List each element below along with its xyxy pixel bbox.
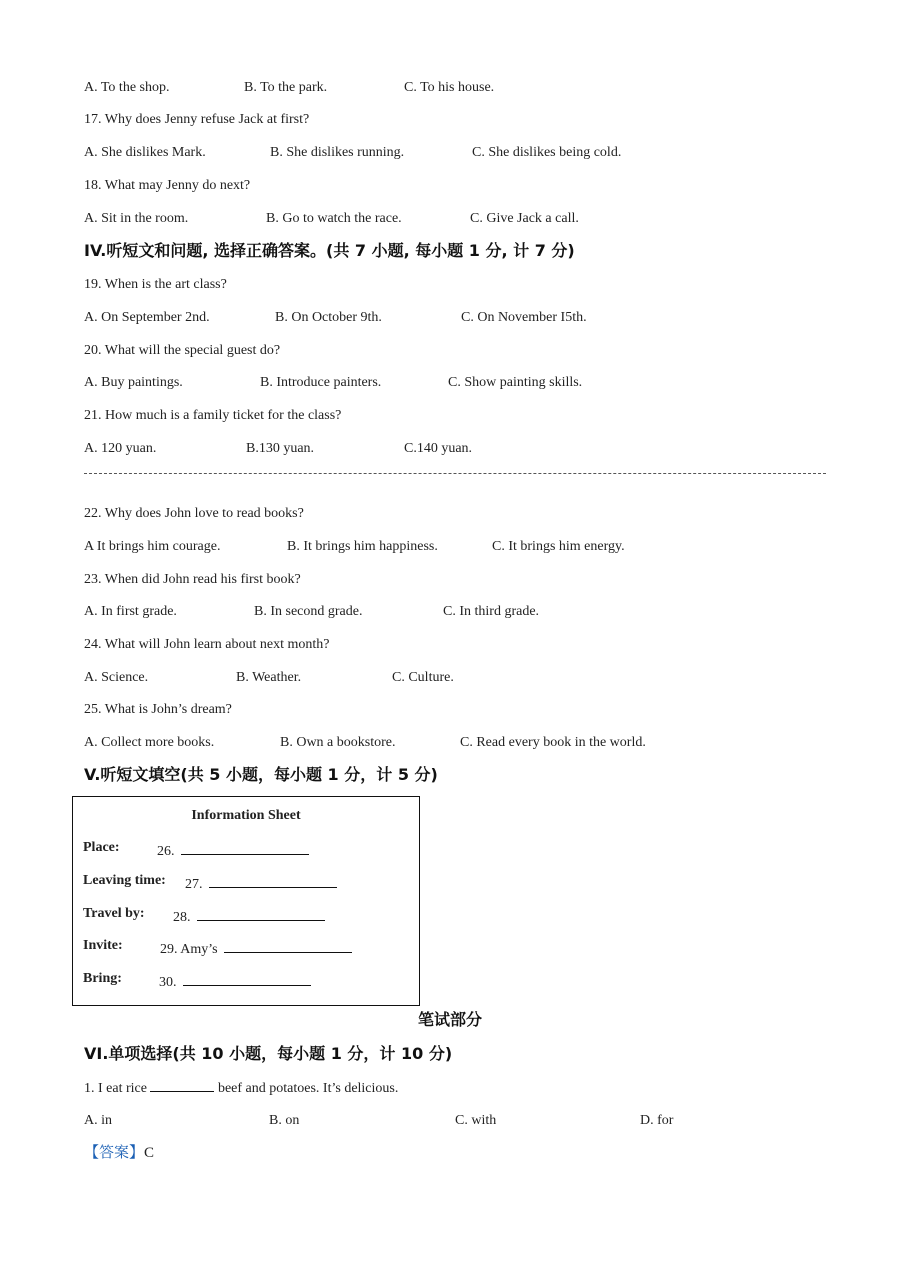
travel-by-label: Travel by: [83, 906, 145, 921]
travel-by-number: 28. [173, 910, 191, 925]
q19-stem: 19. When is the art class? [84, 277, 227, 292]
q18-stem: 18. What may Jenny do next? [84, 178, 251, 193]
q18-option-c: C. Give Jack a call. [470, 211, 579, 226]
answer-label: 【答案】 [84, 1145, 145, 1161]
q25-option-c: C. Read every book in the world. [460, 735, 646, 750]
q23-stem: 23. When did John read his first book? [84, 572, 301, 587]
q22-option-a: A It brings him courage. [84, 539, 221, 554]
section-4-heading: IV.听短文和问题, 选择正确答案。(共 7 小题, 每小题 1 分, 计 7 分) [84, 241, 575, 260]
bring-number: 30. [159, 975, 177, 990]
q22-option-b: B. It brings him happiness. [287, 539, 438, 554]
q21-stem: 21. How much is a family ticket for the class? [84, 408, 342, 423]
bring-label: Bring: [83, 971, 122, 986]
q20-option-a: A. Buy paintings. [84, 375, 183, 390]
answer-value: C [144, 1145, 155, 1161]
invite-item [160, 938, 352, 958]
q20-option-b: B. Introduce painters. [260, 375, 382, 390]
q17-option-a: A. She dislikes Mark. [84, 145, 206, 160]
q25-stem: 25. What is John’s dream? [84, 702, 232, 717]
q1-stem [84, 1079, 398, 1098]
q1-option-d: D. for [640, 1113, 674, 1128]
place-blank[interactable] [181, 840, 309, 855]
place-item [157, 840, 309, 860]
q22-stem: 22. Why does John love to read books? [84, 506, 304, 521]
q1-option-a: A. in [84, 1113, 112, 1128]
place-number: 26. [157, 844, 175, 859]
invite-number: 29. Amy’s [160, 942, 218, 957]
q23-option-a: A. In first grade. [84, 604, 177, 619]
invite-label: Invite: [83, 938, 123, 953]
q1-option-b: B. on [269, 1113, 300, 1128]
q23-option-c: C. In third grade. [443, 604, 540, 619]
q25-option-a: A. Collect more books. [84, 735, 215, 750]
q16-option-a: A. To the shop. [84, 80, 170, 95]
q20-option-c: C. Show painting skills. [448, 375, 583, 390]
place-label: Place: [83, 840, 120, 855]
q24-stem: 24. What will John learn about next month? [84, 637, 330, 652]
q22-option-c: C. It brings him energy. [492, 539, 625, 554]
q1-blank [150, 1079, 214, 1092]
dashed-separator [84, 473, 826, 474]
q21-option-b: B.130 yuan. [246, 441, 315, 456]
q21-option-a: A. 120 yuan. [84, 441, 157, 456]
travel-by-item [173, 906, 325, 926]
q16-option-c: C. To his house. [404, 80, 495, 95]
q19-option-b: B. On October 9th. [275, 310, 382, 325]
q24-option-b: B. Weather. [236, 670, 302, 685]
q21-option-c: C.140 yuan. [404, 441, 473, 456]
bring-blank[interactable] [183, 971, 311, 986]
q24-option-a: A. Science. [84, 670, 149, 685]
q1-option-c: C. with [455, 1113, 497, 1128]
information-sheet-title: Information Sheet [191, 808, 301, 823]
leaving-time-item [185, 873, 337, 893]
invite-blank[interactable] [224, 938, 352, 953]
written-part-title: 笔试部分 [418, 1010, 483, 1029]
q23-option-b: B. In second grade. [254, 604, 363, 619]
answer-line [84, 1144, 154, 1162]
q20-stem: 20. What will the special guest do? [84, 343, 281, 358]
q1-stem-end: beef and potatoes. It’s delicious. [217, 1081, 399, 1096]
q24-option-c: C. Culture. [392, 670, 454, 685]
q25-option-b: B. Own a bookstore. [280, 735, 396, 750]
leaving-time-blank[interactable] [209, 873, 337, 888]
q16-option-b: B. To the park. [244, 80, 328, 95]
q19-option-a: A. On September 2nd. [84, 310, 210, 325]
q18-option-b: B. Go to watch the race. [266, 211, 402, 226]
leaving-time-number: 27. [185, 877, 203, 892]
q18-option-a: A. Sit in the room. [84, 211, 189, 226]
bring-item [159, 971, 311, 991]
section-5-heading: V.听短文填空(共 5 小题，每小题 1 分，计 5 分) [84, 765, 438, 784]
q17-stem: 17. Why does Jenny refuse Jack at first? [84, 112, 310, 127]
q17-option-b: B. She dislikes running. [270, 145, 405, 160]
q17-option-c: C. She dislikes being cold. [472, 145, 622, 160]
information-sheet [72, 796, 420, 1006]
section-6-heading: VI.单项选择(共 10 小题，每小题 1 分，计 10 分) [84, 1044, 453, 1063]
q1-stem-start: 1. I eat rice [84, 1081, 147, 1096]
travel-by-blank[interactable] [197, 906, 325, 921]
q19-option-c: C. On November I5th. [461, 310, 587, 325]
leaving-time-label: Leaving time: [83, 873, 166, 888]
